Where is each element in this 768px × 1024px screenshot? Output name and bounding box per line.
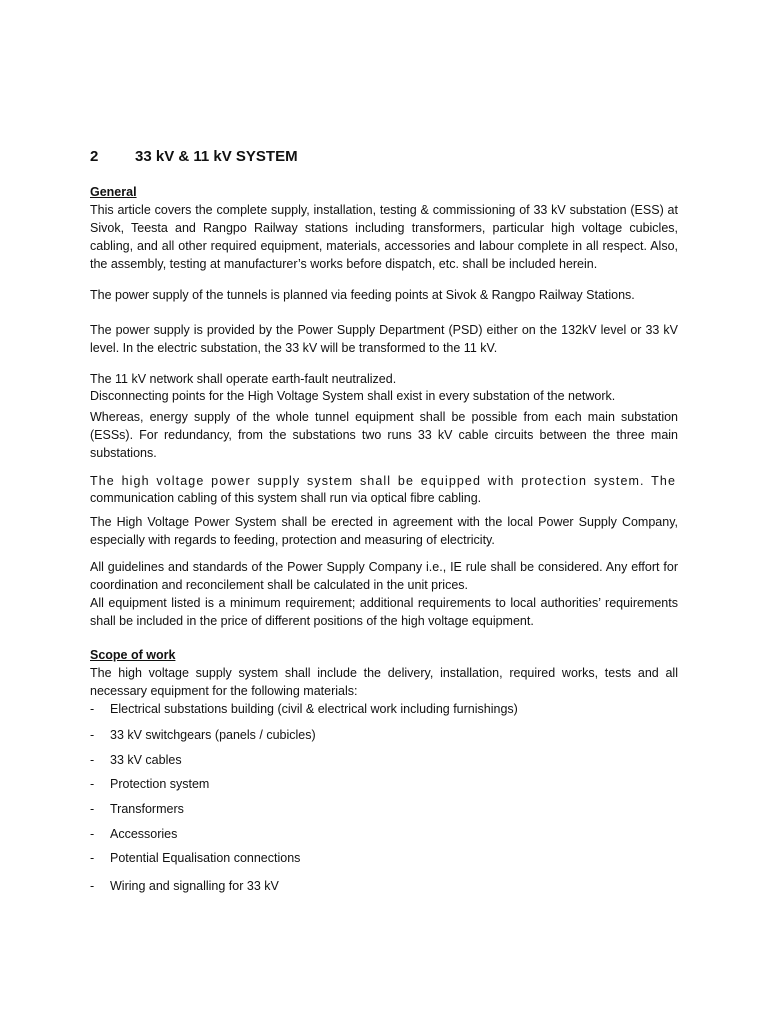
section-heading: [90, 148, 298, 165]
list-item-text: 33 kV switchgears (panels / cubicles): [110, 728, 316, 742]
list-item-text: Accessories: [110, 827, 178, 841]
bullet-dash: -: [90, 827, 95, 841]
list-item-text: Potential Equalisation connections: [110, 851, 301, 865]
general-paragraph-8a: All guidelines and standards of the Power Supply Company i.e., IE rule shall be considered. Any effort for coordination and reconcilement shall be calculated in the unit prices.: [90, 560, 678, 592]
general-paragraph-8b: All equipment listed is a minimum requirement; additional requirements to local authorities’ requirements shall be included in the price of different positions of the high voltage equipment.: [90, 596, 678, 628]
list-item: [90, 751, 182, 769]
bullet-dash: -: [90, 851, 95, 865]
list-item-text: Transformers: [110, 802, 184, 816]
general-paragraph-1: This article covers the complete supply, installation, testing & commissioning of 33 kV substation (ESS) at Sivok, Teesta and Rangpo Railway stations including transformers, particular high voltage cubicles, cabling, and all other required equipment, materials, accessories and labour complete in all respect. Also, the assembly, testing at manufacturer’s works before dispatch, etc. shall be included herein.: [90, 203, 678, 271]
general-paragraph-2: The power supply of the tunnels is planned via feeding points at Sivok & Rangpo Railway Stations.: [90, 288, 635, 302]
bullet-dash: -: [90, 777, 95, 791]
bullet-dash: -: [90, 753, 95, 767]
bullet-dash: -: [90, 702, 95, 716]
general-paragraph-7: The High Voltage Power System shall be erected in agreement with the local Power Supply Company, especially with regards to feeding, protection and measuring of electricity.: [90, 515, 678, 547]
list-item: [90, 825, 177, 843]
list-item: [90, 726, 316, 744]
list-item-text: 33 kV cables: [110, 753, 182, 767]
general-paragraph-4a: The 11 kV network shall operate earth-fault neutralized.: [90, 372, 397, 386]
list-item: [90, 849, 300, 867]
general-paragraph-6b: communication cabling of this system shall run via optical fibre cabling.: [90, 491, 482, 505]
scope-intro: The high voltage supply system shall include the delivery, installation, required works, tests and all necessary equipment for the following materials:: [90, 666, 678, 698]
list-item-text: Electrical substations building (civil & electrical work including furnishings): [110, 702, 518, 716]
list-item: [90, 877, 279, 895]
bullet-dash: -: [90, 802, 95, 816]
list-item: [90, 700, 518, 718]
list-item-text: Protection system: [110, 777, 210, 791]
section-number: 2: [90, 148, 99, 165]
list-item-text: Wiring and signalling for 33 kV: [110, 879, 279, 893]
general-title: General: [90, 185, 137, 199]
general-paragraph-3: The power supply is provided by the Power Supply Department (PSD) either on the 132kV level or 33 kV level. In the electric substation, the 33 kV will be transformed to the 11 kV.: [90, 323, 678, 355]
scope-title: Scope of work: [90, 648, 176, 662]
bullet-dash: -: [90, 728, 95, 742]
list-item: [90, 775, 209, 793]
general-paragraph-5: Whereas, energy supply of the whole tunnel equipment shall be possible from each main substation (ESSs). For redundancy, from the substations two runs 33 kV cable circuits between the three main substations.: [90, 410, 678, 460]
section-title: 33 kV & 11 kV SYSTEM: [135, 148, 298, 165]
list-item: [90, 800, 184, 818]
general-paragraph-4b: Disconnecting points for the High Voltage System shall exist in every substation of the network.: [90, 389, 616, 403]
general-paragraph-6a: The high voltage power supply system shall be equipped with protection system. The: [90, 474, 676, 488]
bullet-dash: -: [90, 879, 95, 893]
